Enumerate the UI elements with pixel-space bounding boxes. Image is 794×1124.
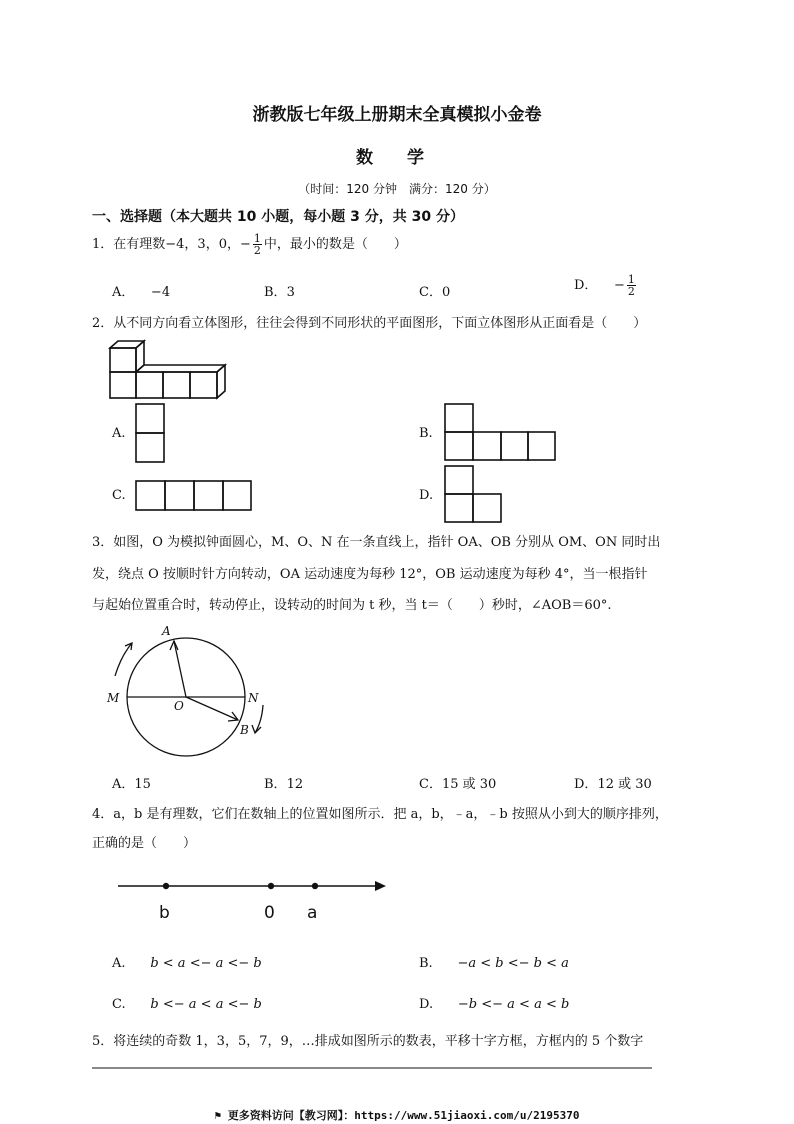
footer-link[interactable]: ⚑ 更多资料访问【教习网】：https://www.51jiaoxi.com/u/2195370	[214, 1109, 580, 1122]
q4-option-a: A. b < a <− a <− b	[112, 956, 262, 971]
q2-solid-figure	[110, 341, 225, 398]
q1-option-a: A． −4	[112, 285, 171, 300]
clock-label-a: A	[162, 624, 171, 638]
q3-clock-figure	[115, 638, 263, 756]
question-5: 5．将连续的奇数 1，3，5，7，9，…排成如图所示的数表，平移十字方框，方框内的 5 个数字	[92, 1034, 644, 1049]
q3-option-b: B．12	[264, 777, 304, 792]
q1-option-d: D． − $\frac{1}{2}$	[574, 273, 635, 298]
question-3-line-1: 3．如图，O 为模拟钟面圆心，M、O、N 在一条直线上，指针 OA、OB 分别从 OM、ON 同时出	[92, 535, 661, 550]
section-heading: 一、选择题（本大题共 10 小题，每小题 3 分，共 30 分）	[92, 209, 464, 225]
q2-figure-a	[136, 404, 164, 462]
question-4-line-1: 4．a，b 是有理数，它们在数轴上的位置如图所示．把 a，b，﹣a，﹣b 按照从小到大的顺序排列，	[92, 807, 668, 822]
axis-label-zero: 0	[264, 903, 275, 923]
q2-figure-d	[445, 466, 501, 522]
q1-suffix: 中，最小的数是（ ）	[263, 237, 407, 252]
clock-label-n: N	[248, 691, 259, 705]
question-2: 2．从不同方向看立体图形，往往会得到不同形状的平面图形，下面立体图形从正面看是（ ）	[92, 316, 647, 331]
question-3-line-3: 与起始位置重合时，转动停止，设转动的时间为 t 秒，当 t＝（ ）秒时，∠AOB＝60°.	[92, 598, 612, 613]
q1-option-b: B．3	[264, 285, 295, 300]
question-4-line-2: 正确的是（ ）	[92, 836, 197, 851]
q4-option-d: D. −b <− a < a < b	[419, 997, 570, 1012]
question-3-line-2: 发，绕点 O 按顺时针方向转动，OA 运动速度为每秒 12°，OB 运动速度为每秒 4°，当一根指针	[92, 567, 648, 582]
q3-option-c: C．15 或 30	[419, 777, 497, 792]
q2-figure-b	[445, 404, 555, 460]
q3-option-a: A．15	[112, 777, 151, 792]
clock-label-b: B	[240, 723, 249, 737]
subject-title: 数 学	[356, 148, 438, 168]
q2-option-c: C.	[112, 488, 126, 503]
clock-label-o: O	[174, 699, 184, 713]
axis-label-b: b	[159, 903, 170, 923]
q2-option-a: A.	[112, 426, 126, 441]
q2-figure-c	[136, 481, 251, 510]
doc-title: 浙教版七年级上册期末全真模拟小金卷	[252, 105, 542, 125]
q2-option-d: D.	[419, 488, 434, 503]
axis-label-a: a	[307, 903, 318, 923]
q1-option-c: C．0	[419, 285, 451, 300]
q3-option-d: D．12 或 30	[574, 777, 652, 792]
q1-prefix: 1．在有理数−4，3，0，−	[92, 237, 251, 252]
clock-label-m: M	[107, 691, 120, 705]
q1-fraction: $\frac{1}{2}$	[253, 232, 261, 257]
q2-option-b: B.	[419, 426, 433, 441]
q4-number-line	[118, 881, 386, 891]
q4-option-c: C. b <− a < a <− b	[112, 997, 262, 1012]
q4-option-b: B. −a < b <− b < a	[419, 956, 569, 971]
exam-meta: （时间：120 分钟 满分：120 分）	[298, 182, 496, 196]
